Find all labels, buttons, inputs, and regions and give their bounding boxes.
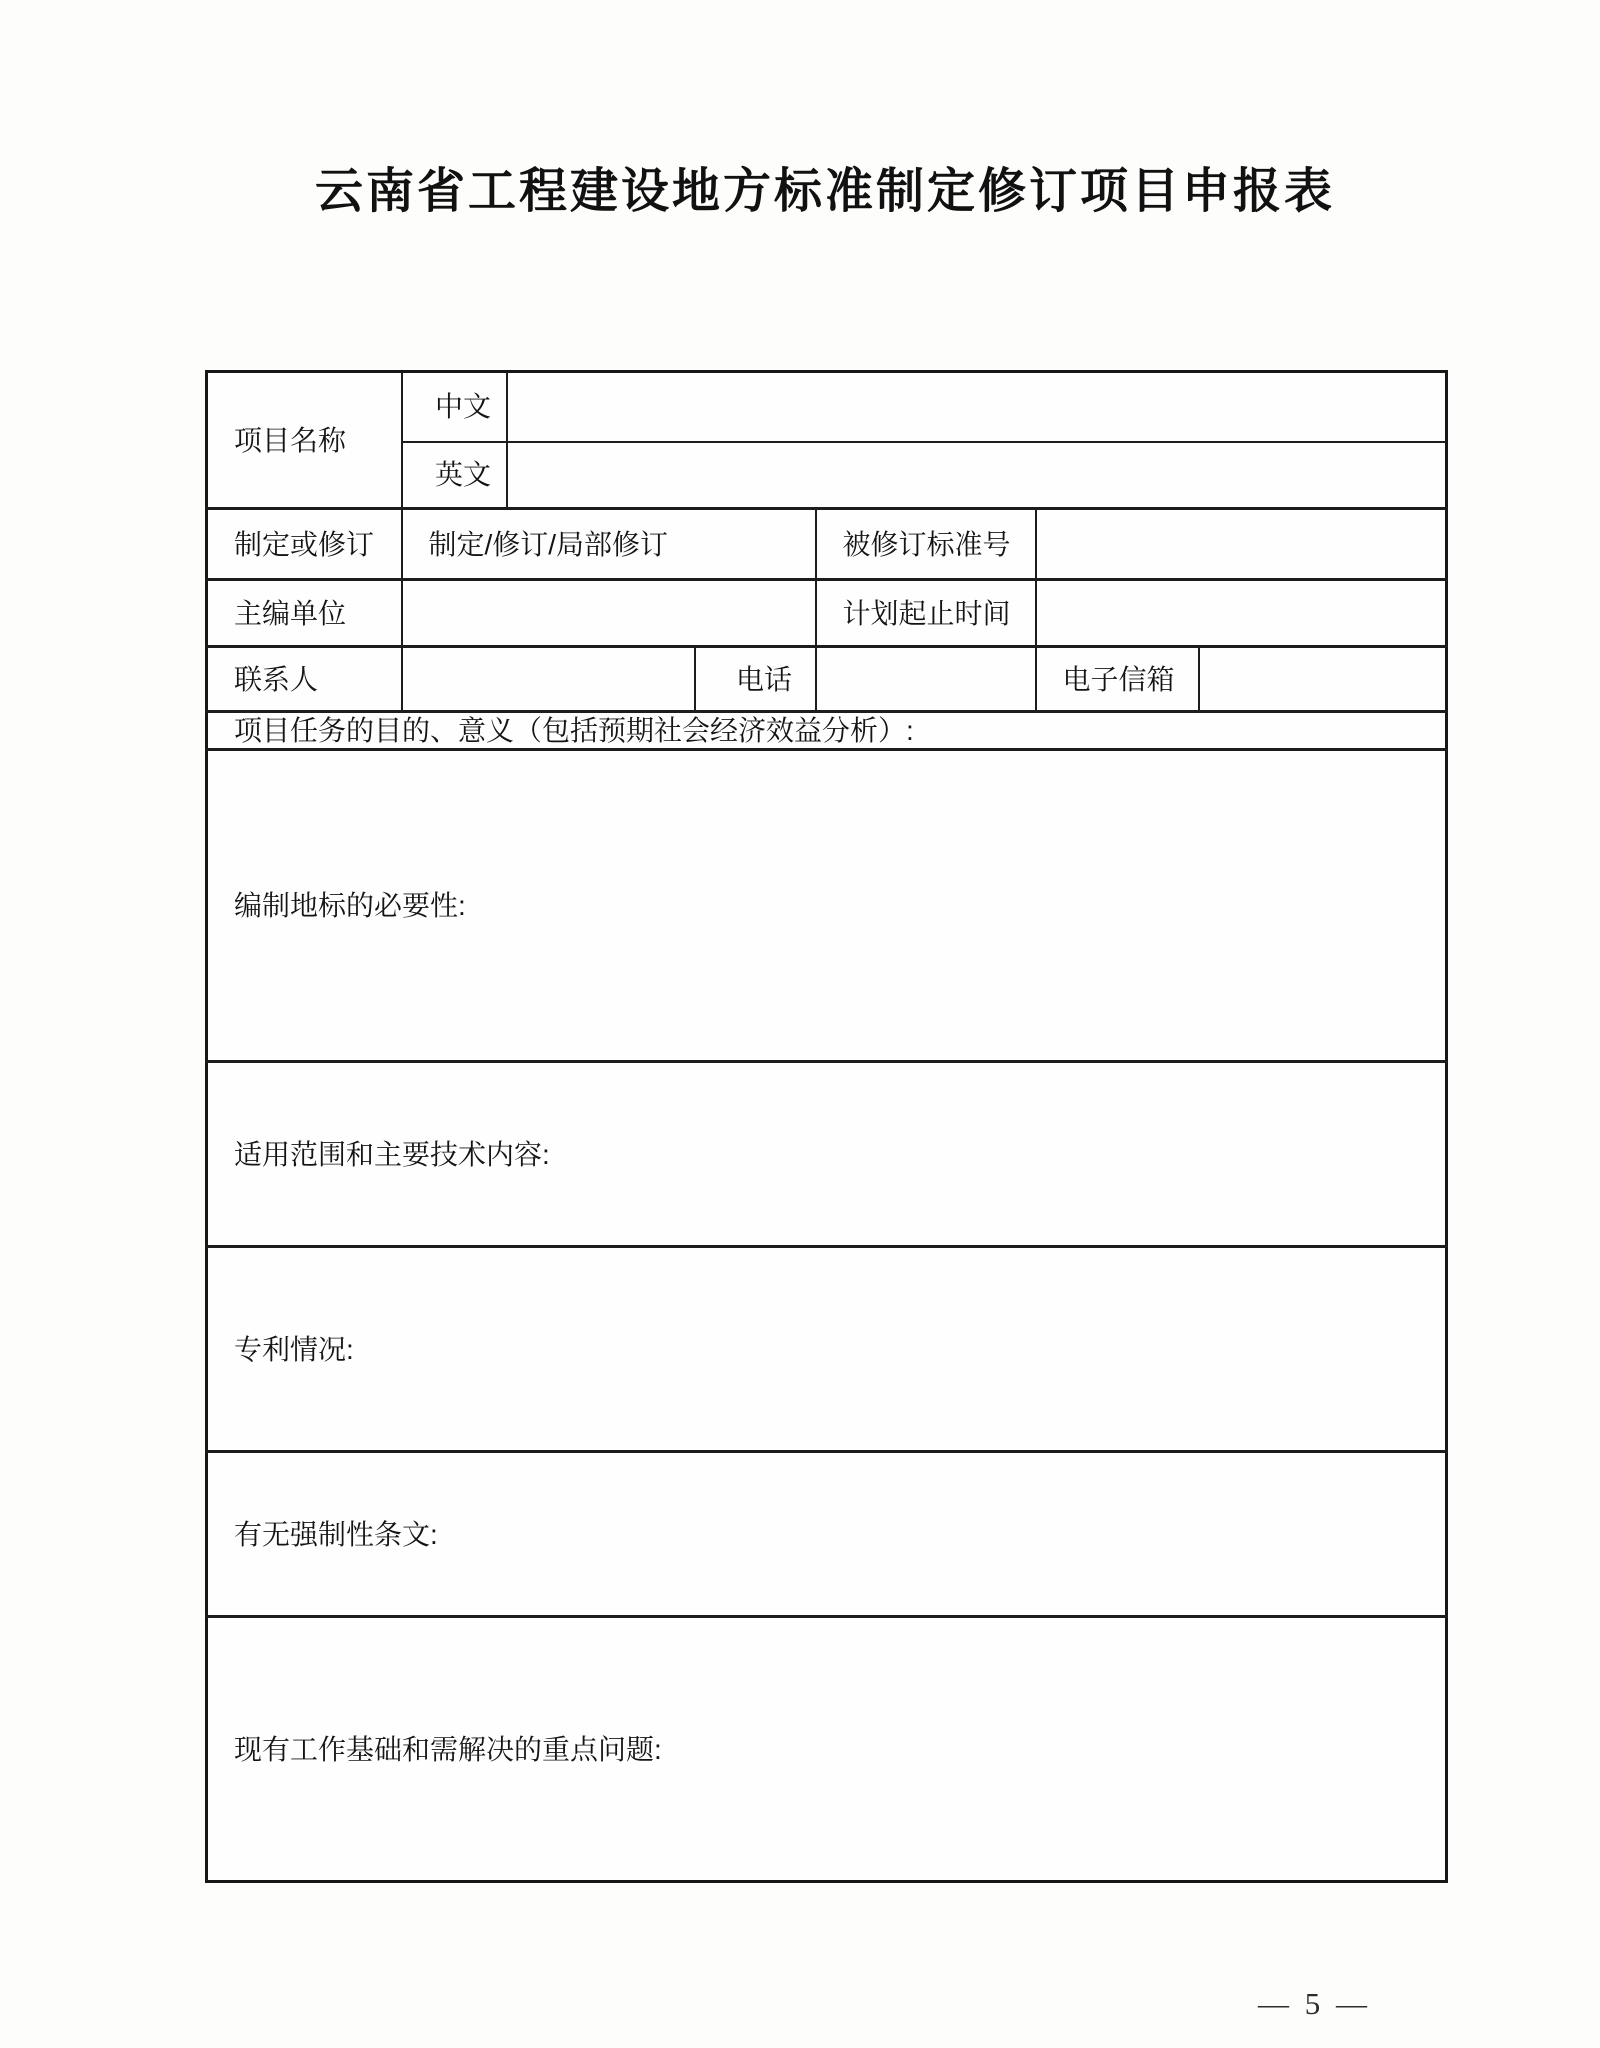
formulation-label: 制定或修订 [207, 509, 402, 580]
chief-unit-field [402, 580, 816, 647]
mandatory-clauses-section: 有无强制性条文: [207, 1452, 1447, 1617]
purpose-section-label: 项目任务的目的、意义（包括预期社会经济效益分析）: [207, 712, 1447, 750]
project-name-cn-field [507, 372, 1447, 442]
project-name-en-field [507, 442, 1447, 509]
page-number: — 5 — [1258, 1986, 1371, 2021]
schedule-field [1036, 580, 1447, 647]
scope-section: 适用范围和主要技术内容: [207, 1062, 1447, 1247]
phone-label: 电话 [695, 647, 816, 712]
email-label: 电子信箱 [1036, 647, 1199, 712]
project-name-cn-label: 中文 [402, 372, 507, 442]
chief-unit-label: 主编单位 [207, 580, 402, 647]
application-form-table [205, 370, 1448, 1883]
project-name-label: 项目名称 [207, 372, 402, 509]
revised-standard-no-field [1036, 509, 1447, 580]
contact-field [402, 647, 695, 712]
project-name-en-label: 英文 [402, 442, 507, 509]
contact-label: 联系人 [207, 647, 402, 712]
patent-section: 专利情况: [207, 1247, 1447, 1452]
revised-standard-no-label: 被修订标准号 [816, 509, 1036, 580]
schedule-label: 计划起止时间 [816, 580, 1036, 647]
necessity-section: 编制地标的必要性: [207, 750, 1447, 1062]
phone-field [816, 647, 1036, 712]
email-field [1199, 647, 1447, 712]
page-title: 云南省工程建设地方标准制定修订项目申报表 [314, 165, 1335, 218]
work-basis-section: 现有工作基础和需解决的重点问题: [207, 1617, 1447, 1882]
formulation-options: 制定/修订/局部修订 [402, 509, 816, 580]
